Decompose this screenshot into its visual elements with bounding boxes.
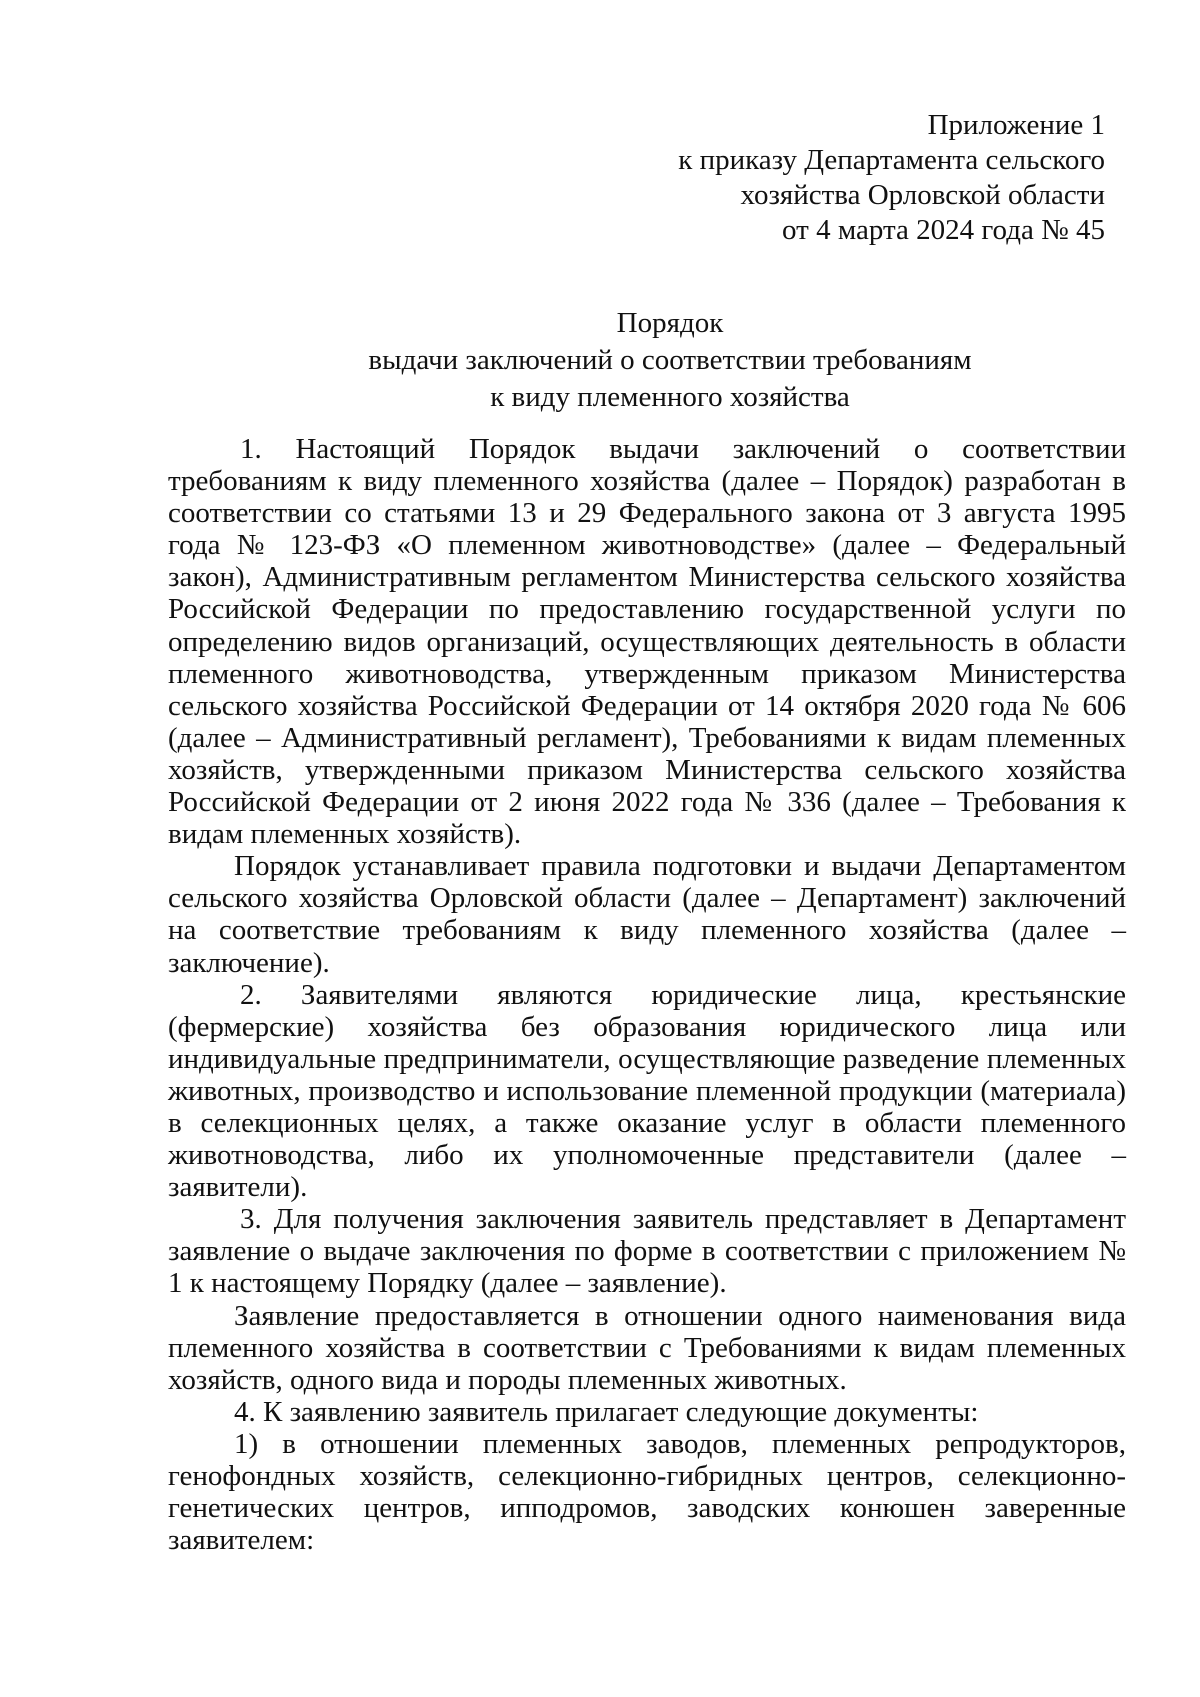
document-body — [168, 433, 1126, 1556]
appendix-header — [678, 108, 1105, 248]
title-line-2: выдачи заключений о соответствии требованиям — [368, 344, 972, 376]
paragraph-5: Заявление предоставляется в отношении одного наименования вида племенного хозяйства в соответствии с Требованиями к видам племенных хозяйств, одного вида и породы племенных животных. — [168, 1299, 1126, 1396]
appendix-line-2: к приказу Департамента сельского — [678, 144, 1105, 176]
title-line-3: к виду племенного хозяйства — [490, 381, 850, 413]
title-line-1: Порядок — [616, 307, 724, 339]
appendix-line-4: от 4 марта 2024 года № 45 — [782, 214, 1105, 246]
paragraph-1: 1. Настоящий Порядок выдачи заключений о соответствии требованиям к виду племенного хозяйства (далее – Порядок) разработан в соответствии со статьями 13 и 29 Федерального закона от 3 августа 1995 года № 123-ФЗ «О племенном животноводстве» (далее – Федеральный закон), Административным регламентом Министерства сельского хозяйства Российской Федерации по предоставлению государственной услуги по определению видов организаций, осуществляющих деятельность в области племенного животноводства, утвержденным приказом Министерства сельского хозяйства Российской Федерации от 14 октября 2020 года № 606 (далее – Административный регламент), Требованиями к видам племенных хозяйств, утвержденными приказом Министерства сельского хозяйства Российской Федерации от 2 июня 2022 года № 336 (далее – Требования к видам племенных хозяйств). — [168, 433, 1126, 851]
paragraph-7: 1) в отношении племенных заводов, племенных репродукторов, генофондных хозяйств, селекционно-гибридных центров, селекционно-генетических центров, ипподромов, заводских конюшен заверенные заявителем: — [168, 1427, 1126, 1557]
appendix-line-3: хозяйства Орловской области — [740, 179, 1105, 211]
appendix-line-1: Приложение 1 — [927, 109, 1105, 141]
document-title — [300, 305, 1040, 416]
paragraph-2: Порядок устанавливает правила подготовки и выдачи Департаментом сельского хозяйства Орловской области (далее – Департамент) заключений на соответствие требованиям к виду племенного хозяйства (далее – заключение). — [168, 850, 1126, 979]
paragraph-6: 4. К заявлению заявитель прилагает следующие документы: — [234, 1395, 979, 1428]
paragraph-3: 2. Заявителями являются юридические лица, крестьянские (фермерские) хозяйства без образования юридического лица или индивидуальные предприниматели, осуществляющие разведение племенных животных, производство и использование племенной продукции (материала) в селекционных целях, а также оказание услуг в области племенного животноводства, либо их уполномоченные представители (далее – заявители). — [168, 978, 1126, 1204]
paragraph-4: 3. Для получения заключения заявитель представляет в Департамент заявление о выдаче заключения по форме в соответствии с приложением № 1 к настоящему Порядку (далее – заявление). — [168, 1203, 1126, 1300]
